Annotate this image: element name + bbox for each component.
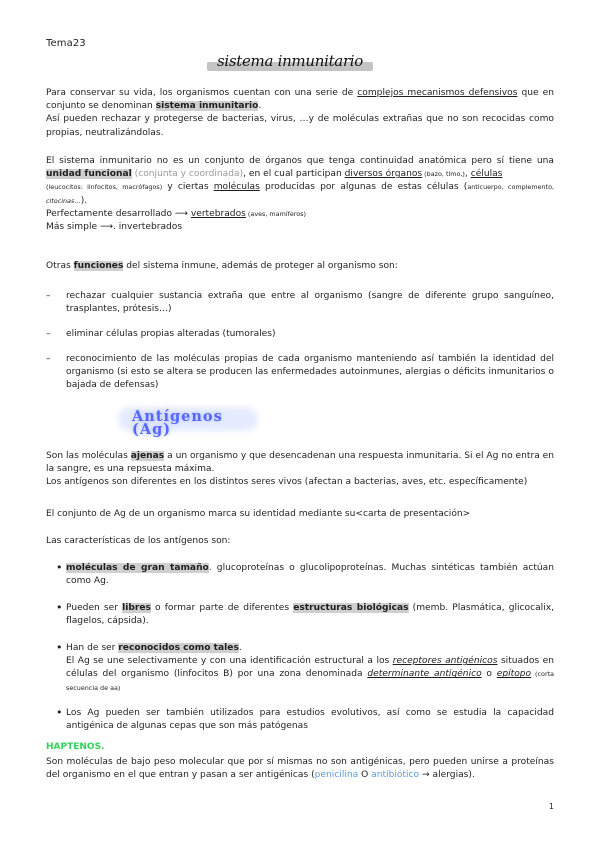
text-run: Perfectamente desarrollado ⟶ <box>46 208 191 219</box>
list-item: rechazar cualquier sustancia extraña que entre al organismo (sangre de diferente grupo sanguíneo, trasplantes, prótesis…) <box>66 291 554 315</box>
text-run: . <box>258 101 262 112</box>
highlighted-term: libres <box>122 603 151 613</box>
list-item <box>66 642 554 695</box>
characteristics-intro: Las características de los antígenos son: <box>46 536 231 546</box>
text-run: o formar parte de diferentes <box>150 603 294 613</box>
text-run: Son moléculas de bajo peso molecular que por sí mismas no son antigénicas, pero pueden unirse a proteínas del organismo en el que entran y pasan a ser antigénicas ( <box>46 757 554 781</box>
page-title: sistema inmunitario <box>216 52 364 70</box>
list-item <box>66 602 554 628</box>
text-run: a un organismo y que desencadenan una respuesta inmunitaria. Si el Ag no entra en la sangre, es una repsuesta máxima. <box>46 451 555 475</box>
highlighted-term: unidad funcional <box>46 169 132 180</box>
dash-marker: – <box>46 291 51 301</box>
small-note: (bazo, timo,) <box>422 170 465 179</box>
antigens-heading-block <box>128 408 258 439</box>
bullet-marker: • <box>56 601 63 614</box>
highlighted-term: sistema inmunitario <box>155 101 259 112</box>
small-note: (leucocitos: linfocitos, macrófagos) <box>46 183 163 192</box>
title-block <box>205 52 375 78</box>
underlined-term: células <box>470 169 503 180</box>
text-run: situados en células del organismo (linfocitos B) por una zona denominada <box>66 656 554 680</box>
list-item: eliminar células propias alteradas (tumorales) <box>66 329 276 339</box>
text-run: Para conservar su vida, los organismos cuentan con una serie de <box>46 88 358 98</box>
text-run: . <box>238 643 242 653</box>
bullet-marker: • <box>56 706 63 719</box>
text-run: , en el cual participan <box>243 169 345 180</box>
underlined-term: moléculas <box>213 182 260 193</box>
highlighted-term: ajenas <box>130 451 165 461</box>
dash-marker: – <box>46 354 51 364</box>
text-run: y ciertas <box>162 182 214 193</box>
text-run: Pueden ser <box>66 603 123 613</box>
text-run: o <box>481 669 497 680</box>
text-run: Más simple ⟶. invertebrados <box>46 222 183 233</box>
text-run: del sistema inmune, además de proteger al organismo son: <box>123 261 398 271</box>
small-note: … <box>74 196 81 205</box>
identity-paragraph: El conjunto de Ag de un organismo marca su identidad mediante su<carta de presentación> <box>46 509 471 519</box>
text-run: , <box>464 169 471 180</box>
highlighted-term: funciones <box>73 261 124 271</box>
text-run: (memb. Plasmática, glicocalix, flagelos, cápsida). <box>66 603 554 627</box>
text-run: → alergias). <box>419 770 475 781</box>
bullet-marker: • <box>56 561 63 574</box>
highlighted-term: moléculas de gran tamaño <box>66 563 209 573</box>
text-run: producidas por algunas de estas células ( <box>259 182 468 193</box>
text-run: Así pueden rechazar y protegerse de bacterias, virus, …y de moléculas extrañas que no son recocidas como propias, neutralizándolas. <box>46 114 554 138</box>
list-item <box>66 562 554 588</box>
underlined-term: determinante antigénico <box>367 669 482 680</box>
underlined-term: vertebrados <box>190 208 246 219</box>
colored-term: penicilina <box>314 770 359 781</box>
small-note: citocinas <box>46 196 75 205</box>
underlined-term: diversos órganos <box>344 169 423 180</box>
underlined-term: epítopo <box>496 669 532 680</box>
intro-paragraph <box>46 87 554 140</box>
text-run: Son las moléculas <box>46 451 131 461</box>
page-number: 1 <box>548 802 554 811</box>
functions-intro <box>46 260 554 273</box>
haptenos-heading: HAPTENOS. <box>46 742 105 752</box>
text-run: O <box>358 770 372 781</box>
text-run: . glucoproteínas o glucolipoproteínas. Muchas sintéticas también actúan como Ag. <box>66 563 554 587</box>
highlighted-term: reconocidos como tales <box>118 643 239 653</box>
text-run: Han de ser <box>66 643 119 653</box>
small-note: anticuerpo, complemento, <box>467 183 555 192</box>
haptenos-paragraph <box>46 756 554 782</box>
text-run: El sistema inmunitario no es un conjunto de órganos que tenga continuidad anatómica pero sí tiene una <box>46 156 554 166</box>
gray-note: (conjunta y coordinada) <box>131 169 244 180</box>
list-item: Los Ag pueden ser también utilizados para estudios evolutivos, así como se estudia la capacidad antigénica de algunas cepas que son más patógenas <box>66 708 554 732</box>
text-run: ). <box>80 195 88 206</box>
underlined-term: complejos mecanismos defensivos <box>357 88 518 98</box>
bullet-marker: • <box>56 641 63 654</box>
dash-marker: – <box>46 329 51 339</box>
antigens-heading: Antígenos (Ag) <box>132 408 223 439</box>
text-run: El Ag se une selectivamente y con una identificación estructural a los <box>66 656 393 667</box>
system-description-paragraph <box>46 155 554 234</box>
topic-label: Tema23 <box>46 38 86 49</box>
text-run: Los antígenos son diferentes en los distintos seres vivos (afectan a bacterias, aves, etc. específicamente) <box>46 477 528 488</box>
small-note: (aves, mamíferos) <box>245 209 306 218</box>
highlighted-term: estructuras biológicas <box>293 603 409 613</box>
underlined-term: receptores antigénicos <box>392 656 498 667</box>
text-run: que en conjunto se denominan <box>46 88 554 112</box>
antigens-definition <box>46 450 554 490</box>
colored-term: antibiótico <box>371 770 420 781</box>
text-run: Otras <box>46 261 74 271</box>
list-item: reconocimiento de las moléculas propias de cada organismo manteniendo así también la identidad del organismo (si esto se altera se producen las enfermedades autoinmunes, alergias o déficits inmunitarios o bajada de defensas) <box>66 354 554 391</box>
small-note: (corta secuencia de aa) <box>66 670 554 692</box>
